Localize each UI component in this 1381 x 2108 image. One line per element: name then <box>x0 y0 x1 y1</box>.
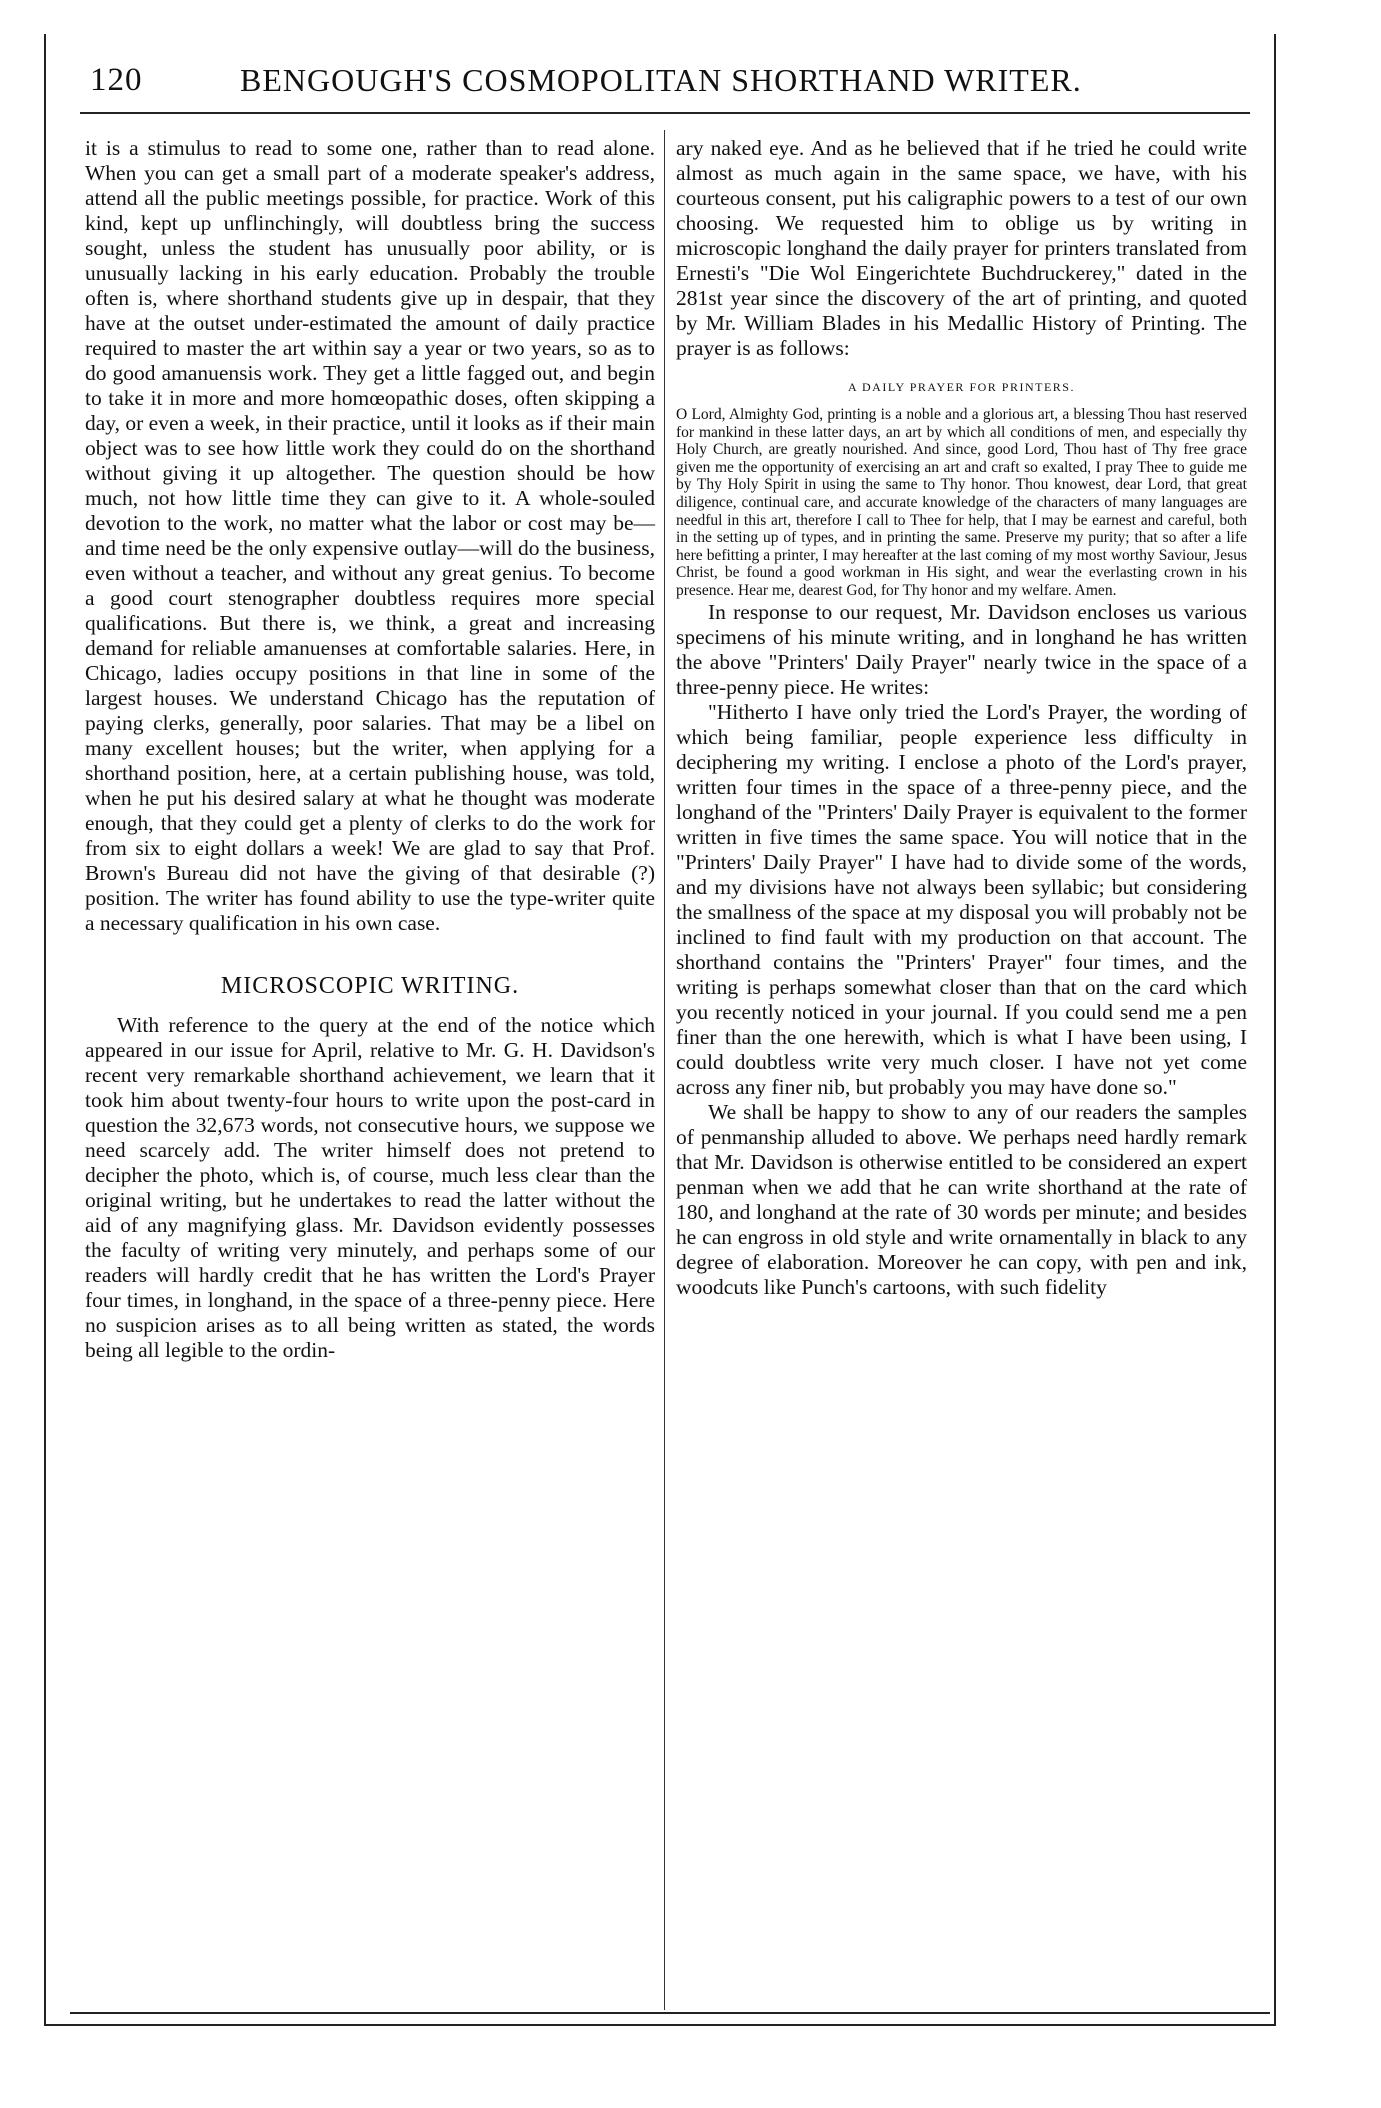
right-column <box>676 136 1247 1300</box>
page-header <box>80 62 1250 106</box>
column-divider <box>664 130 665 2010</box>
right-paragraph-continued: ary naked eye. And as he believed that if he tried he could write almost as much again in the same space, we have, with his courteous consent, put his caligraphic powers to a test of our own choosing. We requested him to oblige us by writing in microscopic longhand the daily prayer for printers translated from Ernesti's "Die Wol Eingerichtete Buchdruckerey," dated in the 281st year since the discovery of the art of printing, and quoted by Mr. William Blades in his Medallic History of Printing. The prayer is as follows: <box>676 136 1247 360</box>
right-paragraph-response: In response to our request, Mr. Davidson encloses us various specimens of his minute writing, and in longhand he has written the above "Printers' Daily Prayer" nearly twice in the space of a three-penny piece. He writes: <box>676 599 1247 699</box>
left-column <box>85 136 655 1363</box>
left-paragraph-microscopic: With reference to the query at the end of the notice which appeared in our issue for April, relative to Mr. G. H. Davidson's recent very remarkable shorthand achievement, we learn that it took him about twenty-four hours to write upon the post-card in question the 32,673 words, not consecutive hours, we suppose we need scarcely add. The writer himself does not pretend to decipher the photo, which is, of course, much less clear than the original writing, but he undertakes to read the latter without the aid of any magnifying glass. Mr. Davidson evidently possesses the faculty of writing very minutely, and perhaps some of our readers will hardly credit that he has written the Lord's Prayer four times, in longhand, in the space of a three-penny piece. Here no suspicion arises as to all being written as stated, the words being all legible to the ordin- <box>85 1013 655 1362</box>
left-paragraph-continued: it is a stimulus to read to some one, rather than to read alone. When you can get a small part of a moderate speaker's address, attend all the public meetings possible, for practice. Work of this kind, kept up unflinchingly, will doubtless bring the success sought, unless the student has unusually poor ability, or is unusually lacking in his early education. Probably the trouble often is, where shorthand students give up in despair, that they have at the outset under-estimated the amount of daily practice required to master the art within say a year or two years, so as to do good amanuensis work. They get a little fagged out, and begin to take it in more and more homœopathic doses, often skipping a day, or even a week, in their practice, until it looks as if their main object was to see how little work they could do on the shorthand without giving it up altogether. The question should be how much, not how little time they can give to it. A whole-souled devotion to the work, no matter what the labor or cost may be—and time need be the only expensive outlay—will do the business, even without a teacher, and without any great genius. To become a good court stenographer doubtless requires more special qualifications. But there is, we think, a great and increasing demand for reliable amanuenses at comfortable salaries. Here, in Chicago, ladies occupy positions in that line in some of the largest houses. We understand Chicago has the reputation of paying clerks, generally, poor salaries. That may be a libel on many excellent houses; but the writer, when applying for a shorthand position, here, at a certain publishing house, was told, when he put his desired salary at what he thought was moderate enough, that they could get a plenty of clerks to do the work for from six to eight dollars a week! We are glad to say that Prof. Brown's Bureau did not have the giving of that desirable (?) position. The writer has found ability to use the type-writer quite a necessary qualification in his own case. <box>85 136 655 935</box>
running-title: BENGOUGH'S COSMOPOLITAN SHORTHAND WRITER. <box>240 62 1082 98</box>
prayer-title: A DAILY PRAYER FOR PRINTERS. <box>848 380 1075 394</box>
section-title: MICROSCOPIC WRITING. <box>220 973 520 999</box>
page-number: 120 <box>90 62 143 98</box>
right-paragraph-quote: "Hitherto I have only tried the Lord's Prayer, the wording of which being familiar, people experience less difficulty in deciphering my writing. I enclose a photo of the Lord's prayer, written four times in the space of a three-penny piece, and the longhand of the "Printers' Daily Prayer is equivalent to the former written in five times the same space. You will notice that in the "Printers' Daily Prayer" I have had to divide some of the words, and my divisions have not always been syllabic; but considering the smallness of the space at my disposal you will probably not be inclined to find fault with my production on that account. The shorthand contains the "Printers' Prayer" four times, and the writing is perhaps somewhat closer than that on the card which you recently noticed in your journal. If you could send me a pen finer than the one herewith, which is what I have been using, I could doubtless write very much closer. I have not yet come across any finer nib, but probably you may have done so." <box>676 699 1247 1099</box>
header-rule <box>80 112 1250 114</box>
printers-prayer: O Lord, Almighty God, printing is a noble and a glorious art, a blessing Thou hast reserved for mankind in these latter days, an art by which all conditions of men, and especially thy Holy Church, are greatly nourished. And since, good Lord, Thou hast of Thy free grace given me the opportunity of exercising an art and craft so exalted, I pray Thee to guide me by Thy Holy Spirit in using the same to Thy honor. Thou knowest, dear Lord, that great diligence, continual care, and accurate knowledge of the characters of many languages are needful in this art, therefore I call to Thee for help, that I may be earnest and careful, both in the setting up of types, and in printing the same. Preserve my purity; that so after a life here befitting a printer, I may hereafter at the last coming of my most worthy Saviour, Jesus Christ, be found a good workman in His sight, and wear the everlasting crown in his presence. Hear me, dearest God, for Thy honor and my welfare. Amen. <box>676 406 1247 599</box>
bottom-rule <box>70 2012 1270 2014</box>
right-paragraph-closing: We shall be happy to show to any of our readers the samples of penmanship alluded to above. We perhaps need hardly remark that Mr. Davidson is otherwise entitled to be considered an expert penman when we add that he can write shorthand at the rate of 180, and longhand at the rate of 30 words per minute; and besides he can engross in old style and write ornamentally in black to any degree of elaboration. Moreover he can copy, with pen and ink, woodcuts like Punch's cartoons, with such fidelity <box>676 1099 1247 1299</box>
